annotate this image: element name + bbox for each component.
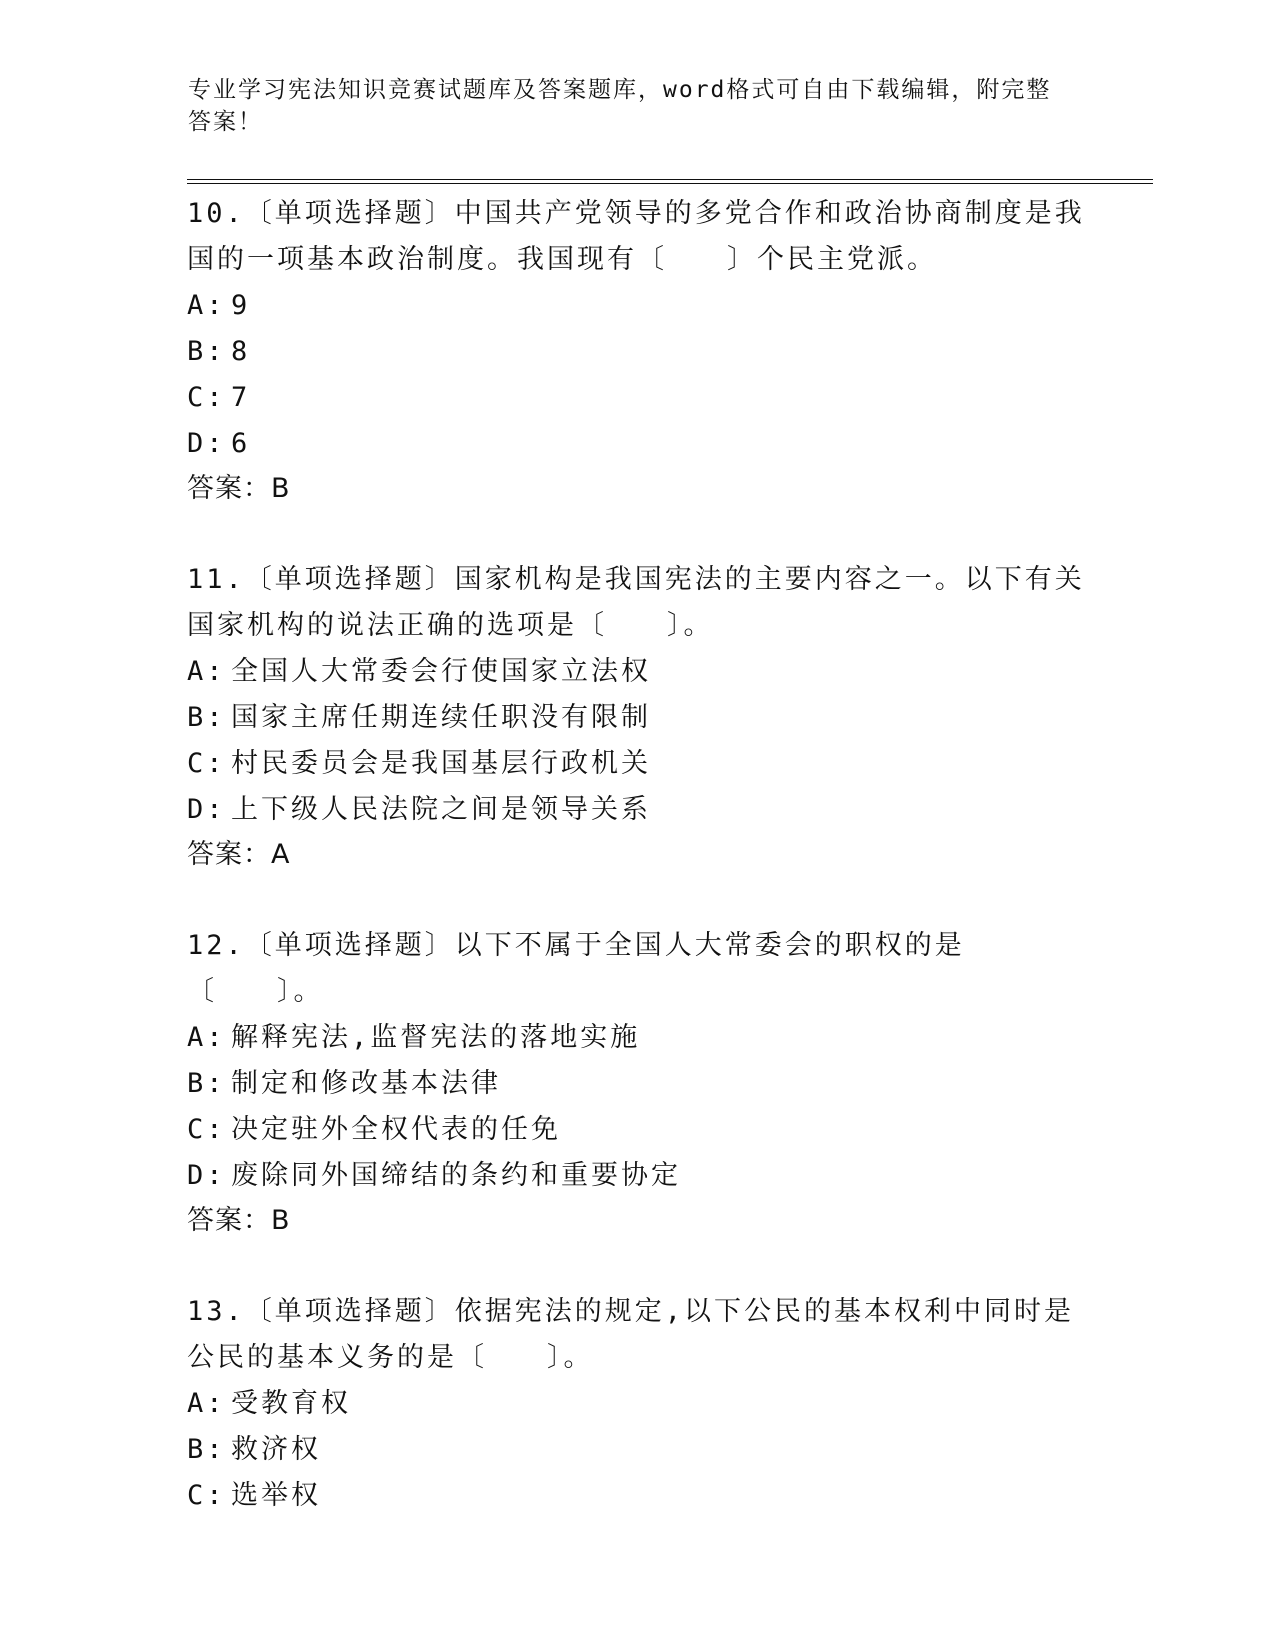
- option-c: [187, 375, 1087, 421]
- option-text: 选举权: [231, 1480, 321, 1511]
- option-text: 废除同外国缔结的条约和重要协定: [231, 1160, 681, 1191]
- option-text: 国家主席任期连续任职没有限制: [231, 702, 651, 733]
- option-text: 全国人大常委会行使国家立法权: [231, 656, 651, 687]
- option-key: A:: [187, 1388, 226, 1419]
- option-text: 9: [231, 290, 251, 321]
- option-d: [187, 787, 1087, 833]
- option-a: [187, 1015, 1087, 1061]
- option-key: A:: [187, 1022, 226, 1053]
- option-key: C:: [187, 1480, 226, 1511]
- question-spacer: [187, 877, 1087, 923]
- option-c: [187, 1107, 1087, 1153]
- option-key: C:: [187, 382, 226, 413]
- question-spacer: [187, 511, 1087, 557]
- header-divider-bottom: [187, 183, 1153, 184]
- option-key: B:: [187, 336, 226, 367]
- option-key: B:: [187, 1068, 226, 1099]
- option-key: B:: [187, 1434, 226, 1465]
- option-key: A:: [187, 656, 226, 687]
- option-a: [187, 283, 1087, 329]
- option-key: C:: [187, 748, 226, 779]
- option-text: 救济权: [231, 1434, 321, 1465]
- question-stem: 11.〔单项选择题〕国家机构是我国宪法的主要内容之一。以下有关国家机构的说法正确的选项是〔 〕。: [187, 564, 1085, 641]
- option-b: [187, 1427, 1087, 1473]
- option-text: 上下级人民法院之间是领导关系: [231, 794, 651, 825]
- answer-line: 答案：B: [187, 1205, 291, 1236]
- option-key: C:: [187, 1114, 226, 1145]
- header-divider-top: [187, 179, 1153, 180]
- option-key: D:: [187, 794, 226, 825]
- option-text: 受教育权: [231, 1388, 351, 1419]
- question-spacer: [187, 1243, 1087, 1289]
- question-list: [187, 191, 1087, 1519]
- option-c: [187, 741, 1087, 787]
- option-d: [187, 1153, 1087, 1199]
- question-stem: 12.〔单项选择题〕以下不属于全国人大常委会的职权的是〔 〕。: [187, 930, 965, 1007]
- option-d: [187, 421, 1087, 467]
- option-b: [187, 1061, 1087, 1107]
- question-13: [187, 1289, 1087, 1519]
- question-11: [187, 557, 1087, 877]
- option-a: [187, 1381, 1087, 1427]
- option-key: D:: [187, 1160, 226, 1191]
- document-header: 专业学习宪法知识竞赛试题库及答案题库，word格式可自由下载编辑，附完整答案！: [188, 77, 1052, 135]
- option-text: 决定驻外全权代表的任免: [231, 1114, 561, 1145]
- question-12: [187, 923, 1087, 1243]
- option-text: 制定和修改基本法律: [231, 1068, 501, 1099]
- option-key: D:: [187, 428, 226, 459]
- option-a: [187, 649, 1087, 695]
- option-text: 7: [231, 382, 251, 413]
- question-10: [187, 191, 1087, 511]
- option-b: [187, 695, 1087, 741]
- answer-line: 答案：B: [187, 473, 291, 504]
- option-text: 8: [231, 336, 251, 367]
- option-b: [187, 329, 1087, 375]
- question-stem: 13.〔单项选择题〕依据宪法的规定,以下公民的基本权利中同时是公民的基本义务的是〔 〕。: [187, 1296, 1075, 1373]
- option-key: A:: [187, 290, 226, 321]
- option-text: 6: [231, 428, 251, 459]
- answer-line: 答案：A: [187, 839, 291, 870]
- option-key: B:: [187, 702, 226, 733]
- question-stem: 10.〔单项选择题〕中国共产党领导的多党合作和政治协商制度是我国的一项基本政治制度。我国现有〔 〕个民主党派。: [187, 198, 1085, 275]
- option-c: [187, 1473, 1087, 1519]
- option-text: 解释宪法,监督宪法的落地实施: [231, 1022, 641, 1053]
- option-text: 村民委员会是我国基层行政机关: [231, 748, 651, 779]
